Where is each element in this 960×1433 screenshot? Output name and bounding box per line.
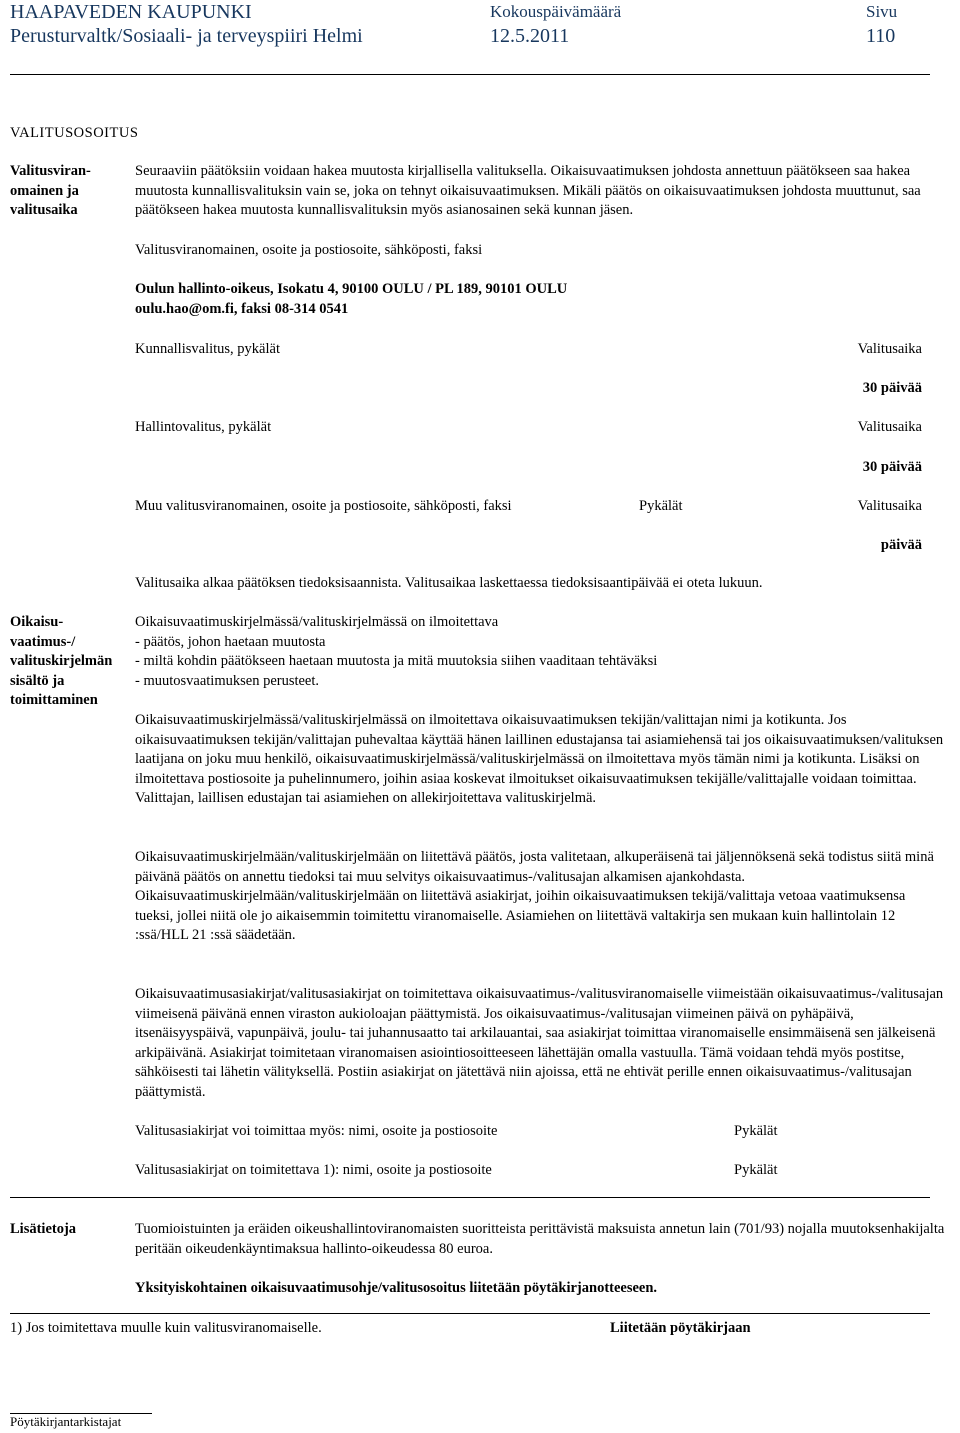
delivery-instructions: Oikaisuvaatimusasiakirjat/valitusasiakirjat on toimitettava oikaisuvaatimus-/valitusviranomaiselle viimeistään oikaisuvaatimus-/valitusajan viimeisenä päivänä ennen viraston aukioloajan päättymistä. Jos oikaisuvaatimus-/valitusajan viimeinen päivä on pyhäpäivä, itsenäisyyspäivä, vapunpäivä, joulu- tai juhannusaatto tai arkilauantai, saa asiakirjat toimittaa viranomaiselle ensimmäisenä sen jälkeisenä arkipäivänä. Asiakirjat toimitetaan viranomaisen asiointiosoitteeseen lähettäjän omalla vastuulla. Tämä voidaan tehdä myös postitse, sähköisesti tai lähetin välityksellä. Postiin asiakirjat on jätettävä niin ajoissa, että ne ehtivät perille ennen oikaisuvaatimus-/valitusajan päättymistä. <box>135 986 944 1100</box>
requirements-intro: Oikaisuvaatimuskirjelmässä/valituskirjelmässä on ilmoitettava <box>135 614 499 630</box>
section2-side-label <box>10 613 134 711</box>
section-divider <box>10 1197 930 1198</box>
appellant-info-paragraph: Oikaisuvaatimuskirjelmässä/valituskirjelmässä on ilmoitettava oikaisuvaatimuksen tekijän/valittajan nimi ja kotikunta. Jos oikaisuvaatimuksen tekijän/valittajan puhevaltaa käyttää hänen laillinen edustajansa tai asiamiehensä tai jos oikaisuvaatimuksen/valituksen laatijana on joku muu henkilö, oikaisuvaatimuskirjelmässä/valituskirjelmässä on ilmoitettava myös tämän nimi ja kotikunta. Lisäksi on ilmoitettava postiosoite ja puhelinnumero, joihin asiaa koskevat ilmoitukset oikaisuvaatimuksen tekijälle/valittajalle voidaan toimittaa. <box>135 712 944 787</box>
meeting-date: 12.5.2011 <box>490 25 570 47</box>
signature-paragraph: Valittajan, laillisen edustajan tai asiamiehen on allekirjoitettava valituskirjelmä. <box>135 790 597 806</box>
footer-divider <box>10 1313 930 1314</box>
side-line: omainen ja <box>10 182 79 199</box>
hallintovalitus-time: 30 päivää <box>862 459 922 475</box>
requirement-item: - miltä kohdin päätökseen haetaan muutosta ja mitä muutoksia siihen vaaditaan tehtäväksi <box>135 653 658 669</box>
side-line: toimittaminen <box>10 692 98 708</box>
other-authority-time: päivää <box>880 537 922 553</box>
side-line: vaatimus-/ <box>10 633 76 650</box>
appeal-start-note: Valitusaika alkaa päätöksen tiedoksisaannista. Valitusaikaa laskettaessa tiedoksisaantipäivää ei oteta lukuun. <box>135 575 763 591</box>
side-line: valituskirjelmän <box>10 653 113 669</box>
authority-contact: oulu.hao@om.fi, faksi 08-314 0541 <box>135 301 349 317</box>
side-line: Oikaisu- <box>10 614 64 630</box>
attachment-note: Liitetään pöytäkirjaan <box>610 1320 751 1336</box>
kunnallisvalitus-time-label: Valitusaika <box>857 341 922 357</box>
kunnallisvalitus-label: Kunnallisvalitus, pykälät <box>135 341 280 357</box>
date-label: Kokouspäivämäärä <box>490 2 622 21</box>
header-divider <box>10 74 930 75</box>
hallintovalitus-label: Hallintovalitus, pykälät <box>135 419 272 435</box>
content-requirements <box>135 613 947 691</box>
authority-label: Valitusviranomainen, osoite ja postiosoite, sähköposti, faksi <box>135 242 483 258</box>
required-delivery-label: Valitusasiakirjat on toimitettava 1): nimi, osoite ja postiosoite <box>135 1162 492 1178</box>
section3-side-label: Lisätietoja <box>10 1221 77 1237</box>
required-delivery-sections: Pykälät <box>734 1162 778 1178</box>
other-authority-time-label: Valitusaika <box>857 498 922 514</box>
signature-requirements <box>135 711 947 809</box>
side-line: Valitusviran- <box>10 163 91 179</box>
detailed-instructions-note: Yksityiskohtainen oikaisuvaatimusohje/valitusosoitus liitetään pöytäkirjanotteeseen. <box>135 1280 658 1296</box>
kunnallisvalitus-time: 30 päivää <box>862 380 922 396</box>
authority-address: Oulun hallinto-oikeus, Isokatu 4, 90100 OULU / PL 189, 90101 OULU <box>135 281 568 297</box>
requirement-item: - päätös, johon haetaan muutosta <box>135 633 326 650</box>
signers-label: Pöytäkirjantarkistajat <box>10 1414 122 1429</box>
page-title: VALITUSOSOITUS <box>10 125 139 141</box>
court-fee-text: Tuomioistuinten ja eräiden oikeushallintoviranomaisten suoritteista perittävistä maksuista annetun lain (701/93) nojalla muutoksenhakijalta peritään oikeudenkäyntimaksua hallinto-oikeudessa 80 euroa. <box>135 1221 945 1257</box>
alternative-delivery-sections: Pykälät <box>734 1123 778 1139</box>
decision-attachment-paragraph: Oikaisuvaatimuskirjelmään/valituskirjelmään on liitettävä päätös, josta valitetaan, alkuperäisenä tai jäljennöksenä sekä todistus siitä minä päivänä päätös on annettu tiedoksi tai muu selvitys oikaisuvaatimus-/valitusajan alkamisen ajankohdasta. <box>135 849 934 885</box>
alternative-delivery-label: Valitusasiakirjat voi toimittaa myös: nimi, osoite ja postiosoite <box>135 1123 498 1139</box>
requirement-item: - muutosvaatimuksen perusteet. <box>135 672 320 689</box>
document-attachment-paragraph: Oikaisuvaatimuskirjelmään/valituskirjelmään on liitettävä asiakirjat, joihin oikaisuvaatimuksen tekijä/valittaja vetoaa vaatimuksensa tueksi, jollei niitä ole jo aikaisemmin toimitettu viranomaiselle. Asiamiehen on liitettävä valtakirja sen mukaan kuin hallintolain 12 :ssä/HLL 21 :ssä säädetään. <box>135 888 906 943</box>
attachment-requirements <box>135 848 947 946</box>
page-number: 110 <box>866 25 896 47</box>
other-authority-label: Muu valitusviranomainen, osoite ja postiosoite, sähköposti, faksi <box>135 498 512 514</box>
page-label: Sivu <box>866 2 898 21</box>
other-authority-sections: Pykälät <box>639 498 683 514</box>
side-line: valitusaika <box>10 202 78 218</box>
section1-intro-text: Seuraaviin päätöksiin voidaan hakea muutosta kirjallisella valituksella. Oikaisuvaatimuksen johdosta annettuun päätökseen saa hakea muutosta kunnallisvalituksin vain se, joka on tehnyt oikaisuvaatimuksen. Mikäli päätös on oikaisuvaatimuksen johdosta muuttunut, saa päätökseen hakea muutosta kunnallisvalituksin myös asianosainen sekä kunnan jäsen. <box>135 163 921 218</box>
footnote: 1) Jos toimitettava muulle kuin valitusviranomaiselle. <box>10 1320 322 1336</box>
side-line: sisältö ja <box>10 672 65 689</box>
hallintovalitus-time-label: Valitusaika <box>857 419 922 435</box>
org-name: HAAPAVEDEN KAUPUNKI <box>10 1 252 23</box>
department-name: Perusturvaltk/Sosiaali- ja terveyspiiri Helmi <box>10 25 363 47</box>
section1-side-label <box>10 162 130 221</box>
